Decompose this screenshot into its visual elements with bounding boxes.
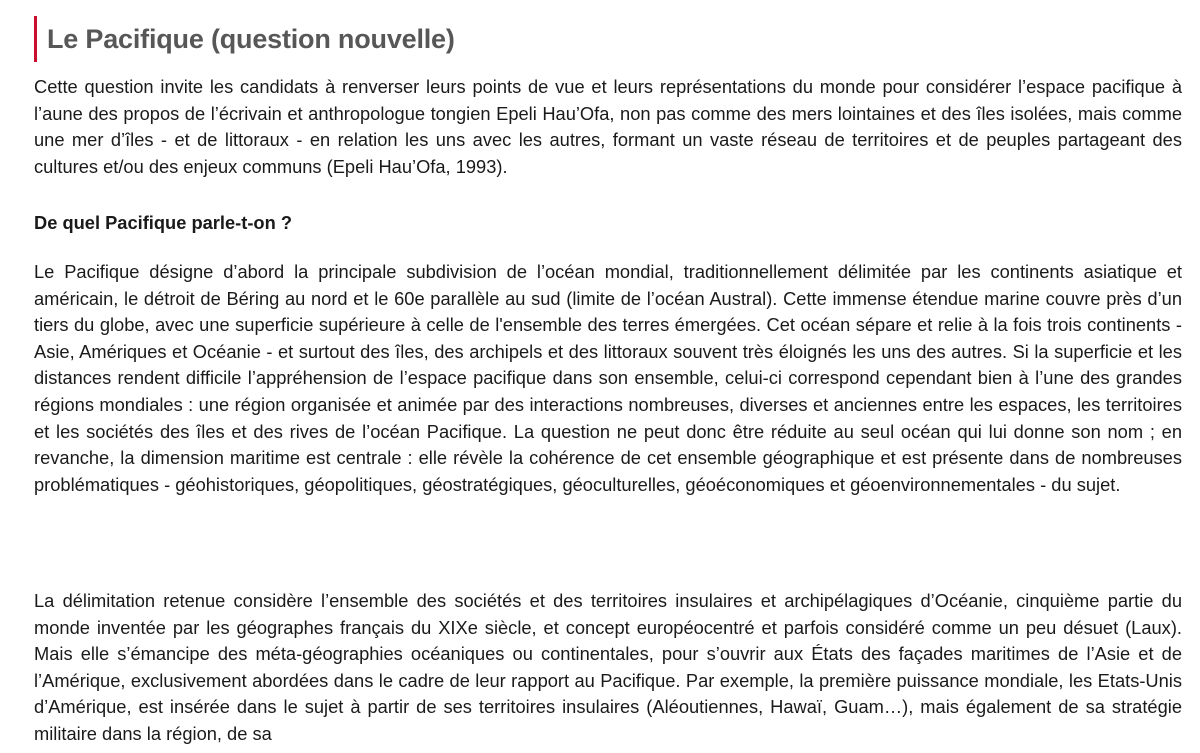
document-page [34,14,1182,744]
body-paragraph-2: La délimitation retenue considère l’ensemble des sociétés et des territoires insulaires et archipélagiques d’Océanie, cinquième partie du monde inventée par les géographes français du XIXe siècle, et concept européocentré et parfois considéré comme un peu désuet (Laux). Mais elle s’émancipe des méta-géographies océaniques ou continentales, pour s’ouvrir aux États des façades maritimes de l’Asie et de l’Amérique, exclusivement abordées dans le cadre de leur rapport au Pacifique. Par exemple, la première puissance mondiale, les Etats-Unis d’Amérique, est insérée dans le sujet à partir de ses territoires insulaires (Aléoutiennes, Hawaï, Guam…), mais également de sa stratégie militaire dans la région, de sa [34,590,1182,744]
intro-paragraph: Cette question invite les candidats à renverser leurs points de vue et leurs représentations du monde pour considérer l’espace pacifique à l’aune des propos de l’écrivain et anthropologue tongien Epeli Hau’Ofa, non pas comme des mers lointaines et des îles isolées, mais comme une mer d’îles - et de littoraux - en relation les uns avec les autres, formant un vaste réseau de territoires et de peuples partageant des cultures et/ou des enjeux communs (Epeli Hau’Ofa, 1993). [34,76,1182,177]
page-title: Le Pacifique (question nouvelle) [47,23,455,54]
section-subheading: De quel Pacifique parle-t-on ? [34,212,292,233]
title-accent-bar [34,16,37,62]
body-paragraph-1: Le Pacifique désigne d’abord la principale subdivision de l’océan mondial, traditionnellement délimitée par les continents asiatique et américain, le détroit de Béring au nord et le 60e parallèle au sud (limite de l’océan Austral). Cette immense étendue marine couvre près d’un tiers du globe, avec une superficie supérieure à celle de l'ensemble des terres émergées. Cet océan sépare et relie à la fois trois continents - Asie, Amériques et Océanie - et surtout des îles, des archipels et des littoraux souvent très éloignés les uns des autres. Si la superficie et les distances rendent difficile l’appréhension de l’espace pacifique dans son ensemble, celui-ci correspond cependant bien à l’une des grandes régions mondiales : une région organisée et animée par des interactions nombreuses, diverses et anciennes entre les espaces, les territoires et les sociétés des îles et des rives de l’océan Pacifique. La question ne peut donc être réduite au seul océan qui lui donne son nom ; en revanche, la dimension maritime est centrale : elle révèle la cohérence de cet ensemble géographique et est présente dans de nombreuses problématiques - géohistoriques, géopolitiques, géostratégiques, géoculturelles, géoéconomiques et géoenvironnementales - du sujet. [34,261,1182,495]
section-header [34,14,1182,64]
